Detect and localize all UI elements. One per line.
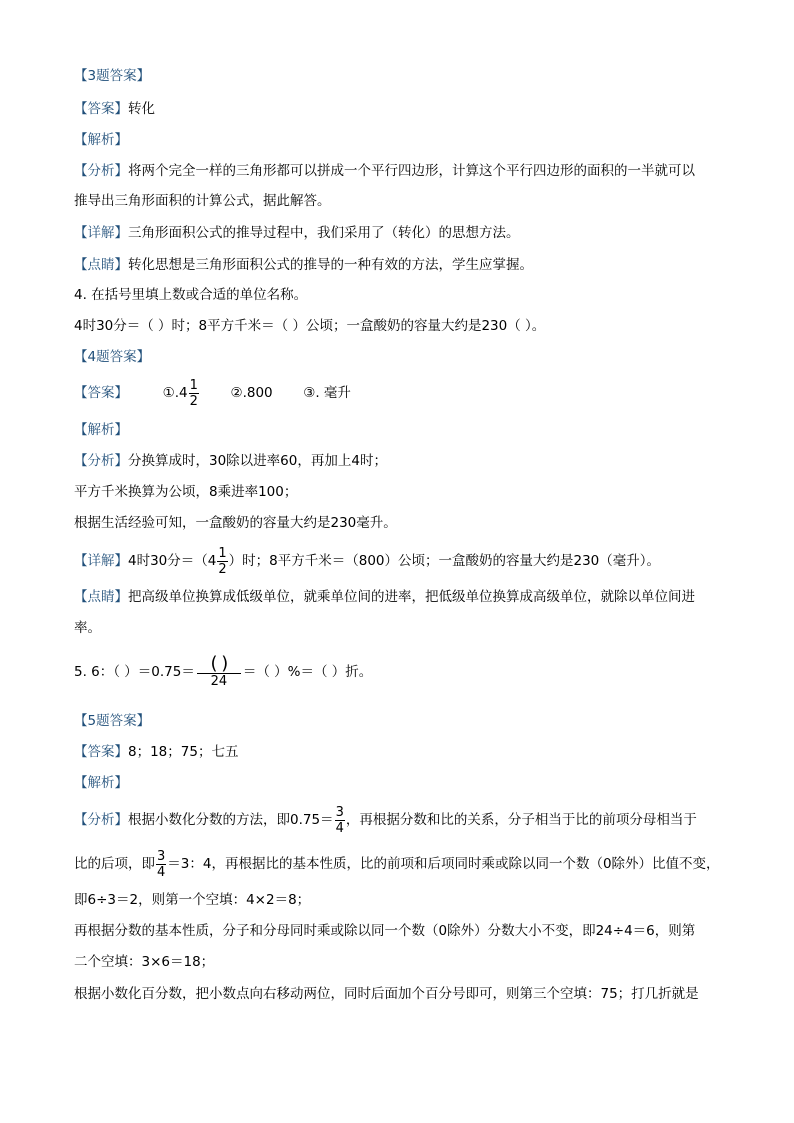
q4-fenxi-text-1: 分换算成时，30除以进率60，再加上4时； [128,453,387,469]
fraction-numerator: 3 [335,804,344,820]
fraction-denominator: 24 [210,673,228,689]
fenxi-tag: 【分析】 [74,812,128,828]
q3-answer-line [74,99,155,119]
q4-answer-header: 【4题答案】 [74,349,151,365]
q4-xiangjing-fraction [217,546,227,577]
q4-blanks-line: 4时30分＝（ ）时；8平方千米＝（ ）公顷；一盒酸奶的容量大约是230（ ）。 [74,318,546,334]
q4-dianjing-text-1: 把高级单位换算成低级单位，就乘单位间的进率，把低级单位换算成高级单位，就除以单位间进 [128,589,695,605]
q3-answer-header: 【3题答案】 [74,68,151,84]
q4-fenxi-line-3: 根据生活经验可知，一盒酸奶的容量大约是230毫升。 [74,515,397,531]
fraction-numerator-blank: ( ) [210,652,228,674]
fraction-denominator: 2 [218,561,227,577]
q3-jiexi-tag: 【解析】 [74,132,128,148]
xiangjing-tag: 【详解】 [74,553,128,569]
q5-answer: 8；18；75；七五 [128,744,239,760]
q5-fenxi-line-1 [74,800,697,840]
fenxi-tag: 【分析】 [74,163,128,179]
q4-jiexi-tag: 【解析】 [74,422,128,438]
q3-fenxi-line-2: 推导出三角形面积的计算公式，据此解答。 [74,193,331,209]
q5-fenxi-text-1-pre: 根据小数化分数的方法，即0.75＝ [128,812,334,828]
fraction-numerator: 3 [157,848,166,864]
q4-fenxi-line-1 [74,451,387,471]
fraction-denominator: 2 [189,393,198,409]
q5-fenxi-line-2 [74,844,720,884]
answer-tag: 【答案】 [74,101,128,117]
q5-question [74,652,372,692]
dianjing-tag: 【点睛】 [74,589,128,605]
q4-xiangjing-pre: 4时30分＝（4 [128,553,217,569]
q4-answer-1-mark: ①. [162,385,179,401]
q5-paren-fraction [197,652,241,690]
q5-question-pre: 5. 6：（ ）＝0.75＝ [74,664,195,680]
q4-xiangjing-line [74,544,660,578]
q4-fenxi-line-2: 平方千米换算为公顷，8乘进率100； [74,484,298,500]
q3-xiangjing-text: 三角形面积公式的推导过程中，我们采用了（转化）的思想方法。 [128,225,520,241]
answer-tag: 【答案】 [74,744,128,760]
q5-jiexi-tag: 【解析】 [74,775,128,791]
q3-fenxi-text-1: 将两个完全一样的三角形都可以拼成一个平行四边形，计算这个平行四边形的面积的一半就可以 [128,163,695,179]
fraction-denominator: 4 [335,820,344,836]
q5-question-post: ＝（ ）%＝（ ）折。 [242,664,373,680]
fraction-denominator: 4 [157,864,166,880]
q4-answer-3: ③. 毫升 [303,385,351,401]
q4-answer-2: ②.800 [230,385,273,401]
q3-dianjing-text: 转化思想是三角形面积公式的推导的一种有效的方法，学生应掌握。 [128,257,533,273]
q3-dianjing-line [74,255,533,275]
fraction-numerator: 1 [218,545,227,561]
q5-fenxi-line-6: 根据小数化百分数，把小数点向右移动两位，同时后面加个百分号即可，则第三个空填：75；打几折就是 [74,986,699,1002]
q4-xiangjing-post: ）时；8平方千米＝（800）公顷；一盒酸奶的容量大约是230（毫升）。 [228,553,661,569]
q4-answer-line [74,376,351,410]
q4-answer-1-whole: 4 [179,385,188,401]
q5-fraction-3-4 [335,805,345,836]
fraction-numerator: 1 [189,377,198,393]
fenxi-tag: 【分析】 [74,453,128,469]
q5-answer-header: 【5题答案】 [74,713,151,729]
dianjing-tag: 【点睛】 [74,257,128,273]
q3-answer: 转化 [128,101,155,117]
xiangjing-tag: 【详解】 [74,225,128,241]
q5-fraction-3-4-b [156,849,166,880]
answer-tag: 【答案】 [74,385,128,401]
q3-xiangjing-line [74,223,520,243]
q4-dianjing-line-1 [74,587,695,607]
q3-fenxi-line-1 [74,161,695,181]
q5-fenxi-text-1-post: ，再根据分数和比的关系，分子相当于比的前项分母相当于 [345,812,697,828]
q5-fenxi-line-4: 再根据分数的基本性质，分子和分母同时乘或除以同一个数（0除外）分数大小不变，即24÷4＝6，则第 [74,923,696,939]
q4-answer-1-fraction [189,378,199,409]
q5-fenxi-text-2-pre: 比的后项，即 [74,856,155,872]
q5-fenxi-line-3: 即6÷3＝2，则第一个空填：4×2＝8； [74,892,311,908]
q4-question: 4. 在括号里填上数或合适的单位名称。 [74,287,308,303]
q5-fenxi-text-2-post: ＝3：4，再根据比的基本性质，比的前项和后项同时乘或除以同一个数（0除外）比值不变， [167,856,720,872]
q5-answer-line [74,742,238,762]
q4-dianjing-line-2: 率。 [74,620,101,636]
q5-fenxi-line-5: 二个空填：3×6＝18； [74,954,215,970]
